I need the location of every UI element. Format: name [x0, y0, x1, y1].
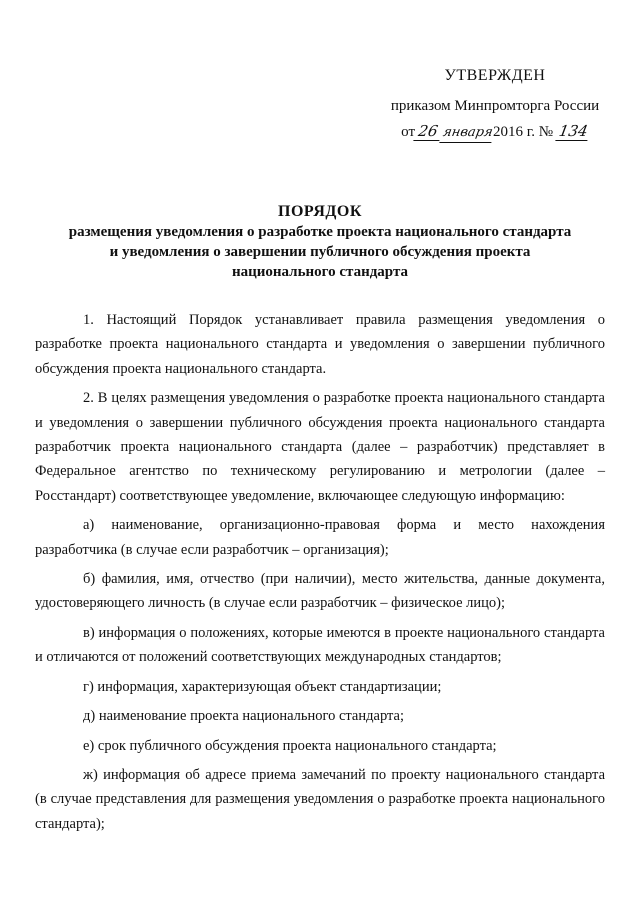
date-year-number-label: 2016 г. № — [493, 124, 554, 140]
list-item-v: в) информация о положениях, которые имеются в проекте национального стандарта и отличаются от положений соответствующих международных стандартов; — [35, 624, 605, 666]
approval-stamp — [370, 64, 620, 144]
order-date-line — [370, 120, 620, 144]
paragraph-2: 2. В целях размещения уведомления о разработке проекта национального стандарта и уведомления о завершении публичного обсуждения проекта национального стандарта разработчик проекта национального стандарта (далее – разработчик) представляет в Федеральное агентство по техническому регулированию и метрологии (далее – Росстандарт) соответствующее уведомление, включающее следующую информацию: — [35, 390, 605, 504]
list-item-e: е) срок публичного обсуждения проекта национального стандарта; — [83, 737, 497, 754]
date-prefix: от — [401, 124, 416, 140]
document-subtitle-line: размещения уведомления о разработке проекта национального стандарта — [68, 224, 572, 240]
order-reference: приказом Минпромторга России — [390, 98, 600, 114]
document-subtitle-line: и уведомления о завершении публичного обсуждения проекта — [109, 244, 531, 260]
document-body — [35, 308, 605, 836]
list-item-b: б) фамилия, имя, отчество (при наличии), место жительства, данные документа, удостоверяющего личность (в случае если разработчик – физическое лицо); — [35, 571, 605, 612]
list-item-a: а) наименование, организационно-правовая форма и место нахождения разработчика (в случае если разработчик – организация); — [35, 517, 605, 558]
document-title: ПОРЯДОК — [278, 203, 362, 220]
list-item-zh: ж) информация об адресе приема замечаний по проекту национального стандарта (в случае представления для размещения уведомления о разработке проекта национального стандарта); — [35, 766, 605, 832]
paragraph-1: 1. Настоящий Порядок устанавливает правила размещения уведомления о разработке проекта национального стандарта и уведомления о завершении публичного обсуждения проекта национального стандарта. — [35, 312, 605, 377]
handwritten-month: января — [439, 124, 494, 143]
handwritten-order-number: 134 — [555, 122, 590, 141]
list-item-d: д) наименование проекта национального стандарта; — [83, 708, 404, 725]
document-subtitle-line: национального стандарта — [231, 264, 408, 280]
handwritten-day: 26 — [413, 122, 442, 141]
approved-heading: УТВЕРЖДЕН — [444, 67, 546, 84]
document-title-block — [40, 202, 600, 282]
list-item-g: г) информация, характеризующая объект стандартизации; — [83, 678, 442, 695]
